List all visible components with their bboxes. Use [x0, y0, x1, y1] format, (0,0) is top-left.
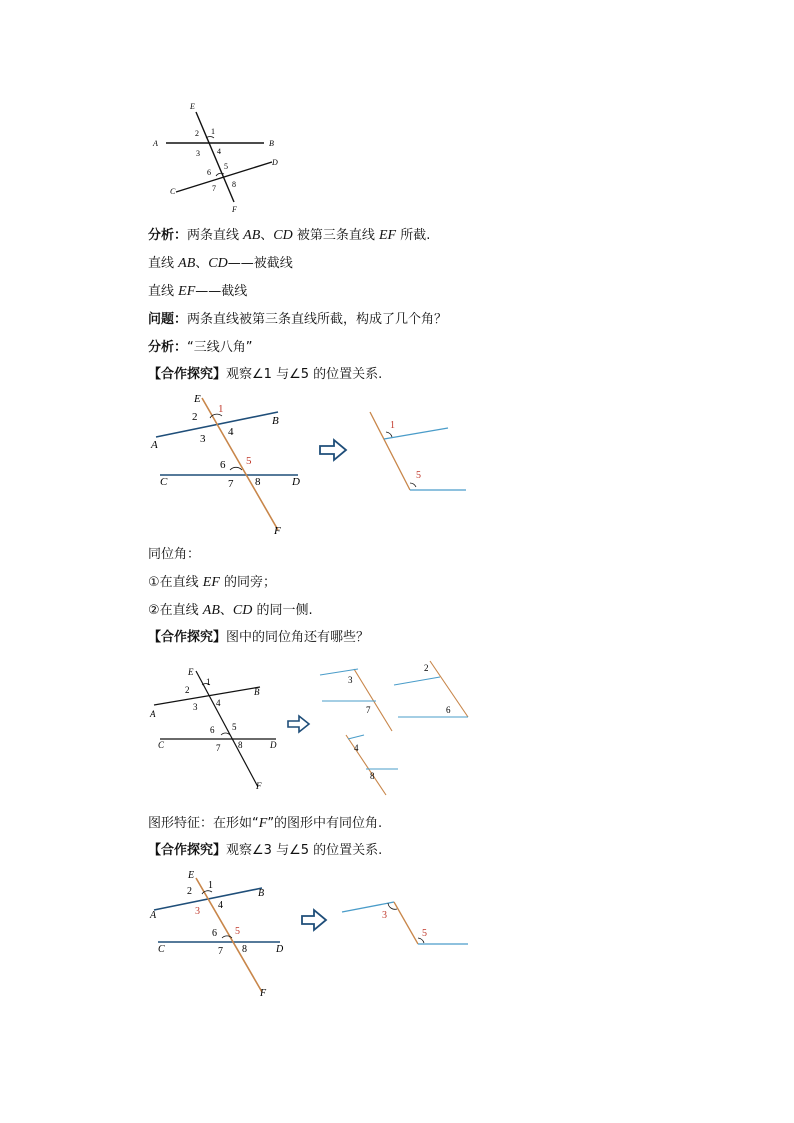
svg-text:C: C: [158, 944, 165, 955]
svg-text:B: B: [254, 687, 260, 697]
label-E: E: [190, 102, 195, 111]
label-A: A: [153, 139, 158, 148]
svg-text:5: 5: [235, 926, 240, 937]
svg-text:1: 1: [208, 880, 213, 891]
figure-three-lines-basic: [148, 98, 288, 216]
svg-text:2: 2: [187, 886, 192, 897]
figure-other-corresponding-angles: [148, 655, 478, 805]
svg-text:A: A: [150, 910, 157, 921]
svg-text:3: 3: [193, 702, 198, 712]
angle-8: 8: [232, 180, 236, 189]
angle-1: 1: [211, 127, 215, 136]
corresponding-angles-title: 同位角：: [148, 547, 201, 562]
angle-7: 7: [212, 184, 216, 193]
svg-text:5: 5: [422, 928, 427, 939]
svg-text:A: A: [151, 439, 158, 451]
svg-text:1: 1: [390, 420, 395, 431]
svg-text:1: 1: [218, 403, 224, 415]
angle-6: 6: [207, 168, 211, 177]
svg-text:4: 4: [216, 698, 221, 708]
property-2: ②在直线 AB、CD 的同一侧.: [148, 603, 313, 618]
figure-angle3-angle5: [148, 866, 478, 1006]
svg-text:6: 6: [446, 705, 451, 715]
svg-text:8: 8: [242, 944, 247, 955]
svg-text:F: F: [260, 988, 267, 999]
svg-text:5: 5: [232, 722, 237, 732]
explore-line-2: 【合作探究】图中的同位角还有哪些？: [148, 630, 370, 645]
angle-5: 5: [224, 162, 228, 171]
svg-text:D: D: [276, 944, 284, 955]
svg-text:F: F: [256, 781, 262, 791]
svg-text:7: 7: [228, 478, 234, 490]
svg-text:C: C: [158, 740, 165, 750]
analysis-line-2: 分析：“三线八角”: [148, 340, 253, 355]
question-line: 问题：两条直线被第三条直线所截，构成了几个角？: [148, 312, 448, 327]
svg-text:5: 5: [416, 470, 421, 481]
transversal-line: 直线 EF——截线: [148, 284, 248, 299]
svg-text:6: 6: [220, 459, 226, 471]
svg-text:2: 2: [424, 663, 429, 673]
svg-text:4: 4: [354, 743, 359, 753]
label-B: B: [269, 139, 274, 148]
svg-text:E: E: [194, 393, 201, 405]
angle-2: 2: [195, 129, 199, 138]
svg-text:6: 6: [210, 725, 215, 735]
svg-text:C: C: [160, 476, 168, 488]
svg-text:8: 8: [238, 740, 243, 750]
label-D: D: [272, 158, 278, 167]
svg-text:2: 2: [192, 411, 198, 423]
svg-text:E: E: [188, 870, 195, 881]
angle-3: 3: [196, 149, 200, 158]
svg-text:3: 3: [195, 906, 200, 917]
svg-text:B: B: [258, 888, 265, 899]
label-C: C: [170, 187, 176, 196]
svg-text:3: 3: [348, 675, 353, 685]
property-1: ①在直线 EF 的同旁；: [148, 575, 277, 590]
cut-lines-line: 直线 AB、CD——被截线: [148, 256, 293, 271]
svg-text:D: D: [292, 476, 300, 488]
svg-text:7: 7: [218, 946, 223, 957]
label-F: F: [232, 205, 237, 214]
svg-text:4: 4: [228, 426, 234, 438]
figure-feature-line: 图形特征：在形如“F”的图形中有同位角.: [148, 816, 383, 831]
angle-4: 4: [217, 147, 221, 156]
arrow-right-icon: [320, 440, 346, 460]
explore-line-1: 【合作探究】观察∠1 与∠5 的位置关系.: [148, 367, 383, 382]
svg-text:3: 3: [382, 910, 387, 921]
svg-text:F: F: [274, 525, 281, 537]
svg-text:E: E: [188, 667, 194, 677]
figure-angle1-angle5: [148, 390, 488, 540]
svg-text:3: 3: [200, 433, 206, 445]
svg-text:7: 7: [366, 705, 371, 715]
svg-text:D: D: [270, 740, 277, 750]
svg-text:2: 2: [185, 685, 190, 695]
svg-text:8: 8: [255, 476, 261, 488]
svg-text:1: 1: [206, 677, 211, 687]
analysis-line: 分析：两条直线 AB、CD 被第三条直线 EF 所截.: [148, 228, 431, 243]
svg-text:B: B: [272, 415, 279, 427]
explore-line-3: 【合作探究】观察∠3 与∠5 的位置关系.: [148, 843, 383, 858]
svg-text:A: A: [150, 709, 156, 719]
svg-text:5: 5: [246, 455, 252, 467]
svg-text:7: 7: [216, 743, 221, 753]
svg-text:4: 4: [218, 900, 223, 911]
svg-text:8: 8: [370, 771, 375, 781]
svg-text:6: 6: [212, 928, 217, 939]
